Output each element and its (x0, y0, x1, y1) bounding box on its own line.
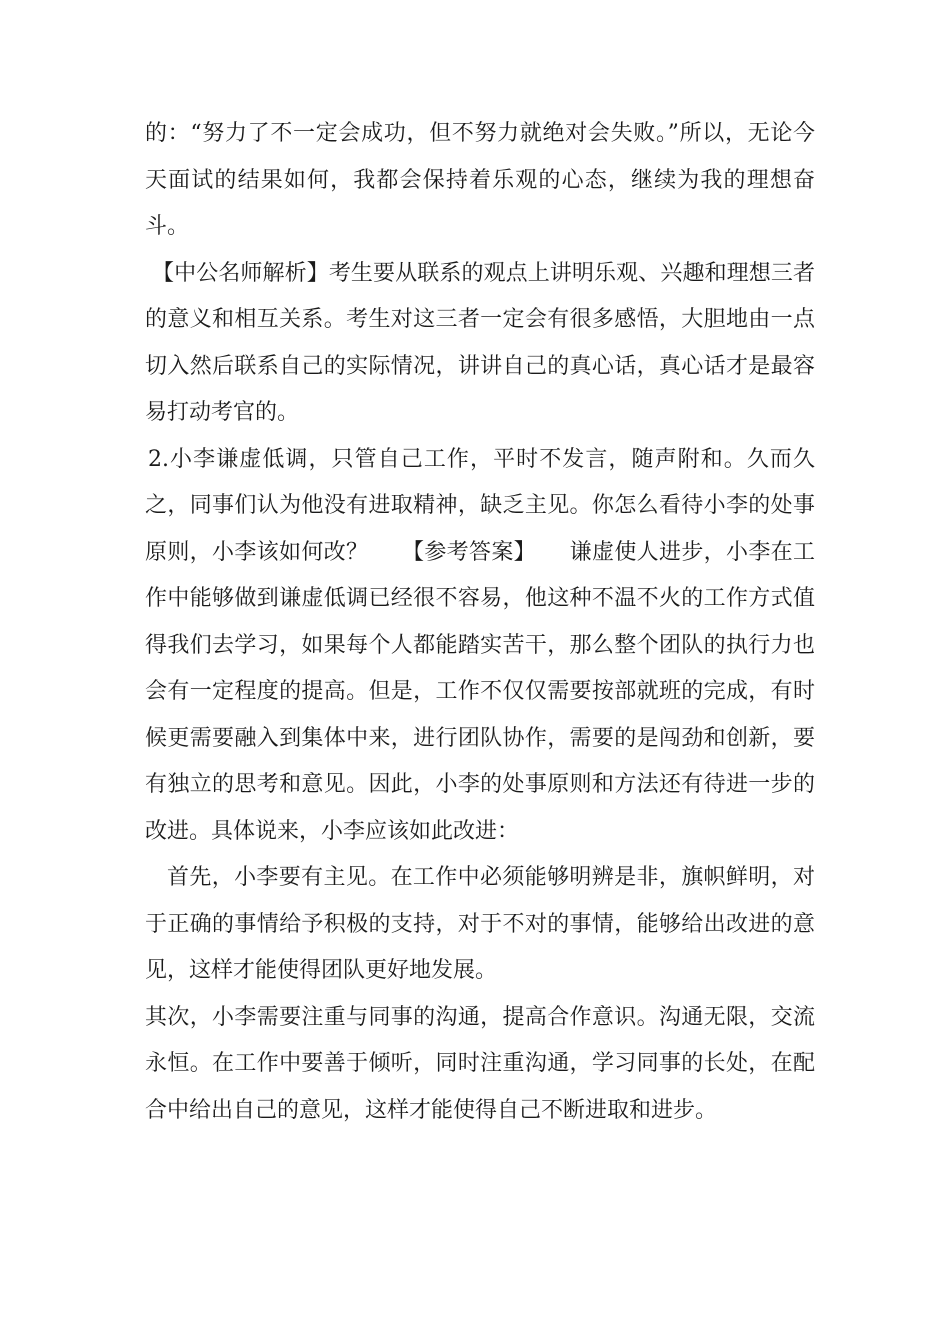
paragraph-analysis: 【中公名师解析】考生要从联系的观点上讲明乐观、兴趣和理想三者的意义和相互关系。考生对这三者一定会有很多感悟，大胆地由一点切入然后联系自己的实际情况，讲讲自己的真心话，真心话才是最容易打动考官的。 (145, 260, 815, 425)
paragraph-second-point: 其次，小李需要注重与同事的沟通，提高合作意识。沟通无限，交流永恒。在工作中要善于倾听，同时注重沟通，学习同事的长处，在配合中给出自己的意见，这样才能使得自己不断进取和进步。 (145, 1004, 815, 1123)
document-body (145, 111, 815, 1134)
paragraph-first-point: 首先，小李要有主见。在工作中必须能够明辨是非，旗帜鲜明，对于正确的事情给予积极的支持，对于不对的事情，能够给出改进的意见，这样才能使得团队更好地发展。 (145, 865, 815, 983)
paragraph-question-2: 2.小李谦虚低调，只管自己工作，平时不发言，随声附和。久而久之，同事们认为他没有进取精神，缺乏主见。你怎么看待小李的处事原则，小李该如何改？ 【参考答案】 谦虚使人进步，小李在工作中能够做到谦虚低调已经很不容易，他这种不温不火的工作方式值得我们去学习，如果每个人都能踏实苦干，那么整个团队的执行力也会有一定程度的提高。但是，工作不仅仅需要按部就班的完成，有时候更需要融入到集体中来，进行团队协作，需要的是闯劲和创新，要有独立的思考和意见。因此，小李的处事原则和方法还有待进一步的改进。具体说来，小李应该如此改进： (145, 446, 815, 844)
paragraph-conclusion: 的：“努力了不一定会成功，但不努力就绝对会失败。”所以，无论今天面试的结果如何，我都会保持着乐观的心态，继续为我的理想奋斗。 (145, 121, 815, 239)
